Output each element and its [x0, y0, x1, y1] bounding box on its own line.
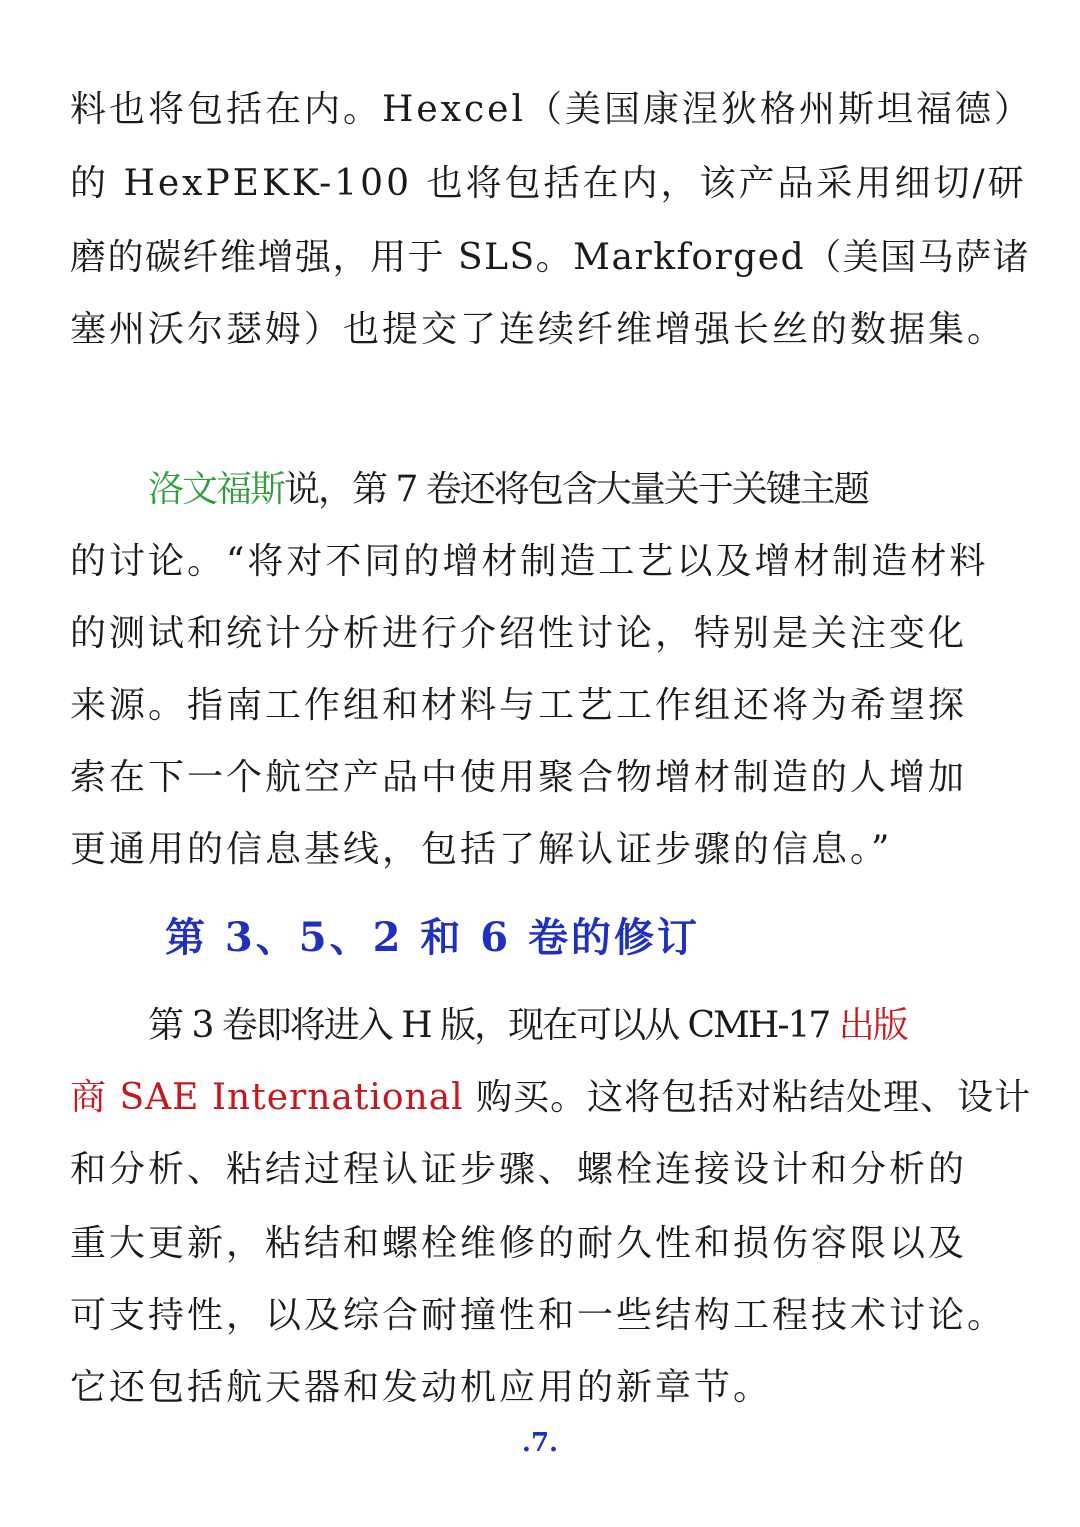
paragraph2-line-5: 索在下一个航空产品中使用聚合物增材制造的人增加 — [70, 757, 968, 798]
paragraph1-line-4: 塞州沃尔瑟姆）也提交了连续纤维增强长丝的数据集。 — [70, 309, 1007, 350]
paragraph2-line-6: 更通用的信息基线，包括了解认证步骤的信息。” — [70, 829, 893, 870]
paragraph3-line-6: 它还包括航天器和发动机应用的新章节。 — [70, 1367, 773, 1408]
page-number: .7. — [521, 1428, 559, 1458]
publisher-link-part2[interactable]: 商 SAE International — [70, 1077, 464, 1118]
paragraph2-line-2: 的讨论。“将对不同的增材制造工艺以及增材制造材料 — [70, 541, 989, 582]
paragraph3-line-5: 可支持性，以及综合耐撞性和一些结构工程技术讨论。 — [70, 1295, 1007, 1336]
paragraph3-line-2 — [70, 1074, 1032, 1122]
paragraph2-line-3: 的测试和统计分析进行介绍性讨论，特别是关注变化 — [70, 613, 968, 654]
paragraph2-line-1-text: 说，第 7 卷还将包含大量关于关键主题 — [284, 469, 868, 510]
paragraph3-line-1-text: 第 3 卷即将进入 H 版，现在可以从 CMH-17 — [148, 1005, 839, 1046]
paragraph2-line-1 — [148, 466, 1080, 514]
section-heading: 第 3、5、2 和 6 卷的修订 — [165, 914, 701, 961]
paragraph3-line-4: 重大更新，粘结和螺栓维修的耐久性和损伤容限以及 — [70, 1223, 968, 1264]
paragraph1-line-1: 料也将包括在内。Hexcel（美国康涅狄格州斯坦福德） — [70, 89, 1033, 130]
paragraph1-line-3: 磨的碳纤维增强，用于 SLS。Markforged（美国马萨诸 — [70, 237, 1031, 278]
paragraph3-line-3: 和分析、粘结过程认证步骤、螺栓连接设计和分析的 — [70, 1149, 968, 1190]
paragraph1-line-2: 的 HexPEKK-100 也将包括在内，该产品采用细切/研 — [70, 163, 1027, 204]
paragraph3-line-2-text: 购买。这将包括对粘结处理、设计 — [463, 1077, 1032, 1118]
publisher-link-part1[interactable]: 出版 — [838, 1005, 907, 1046]
paragraph2-line-4: 来源。指南工作组和材料与工艺工作组还将为希望探 — [70, 685, 968, 726]
speaker-name: 洛文福斯 — [148, 469, 285, 510]
paragraph3-line-1 — [148, 1002, 1080, 1050]
